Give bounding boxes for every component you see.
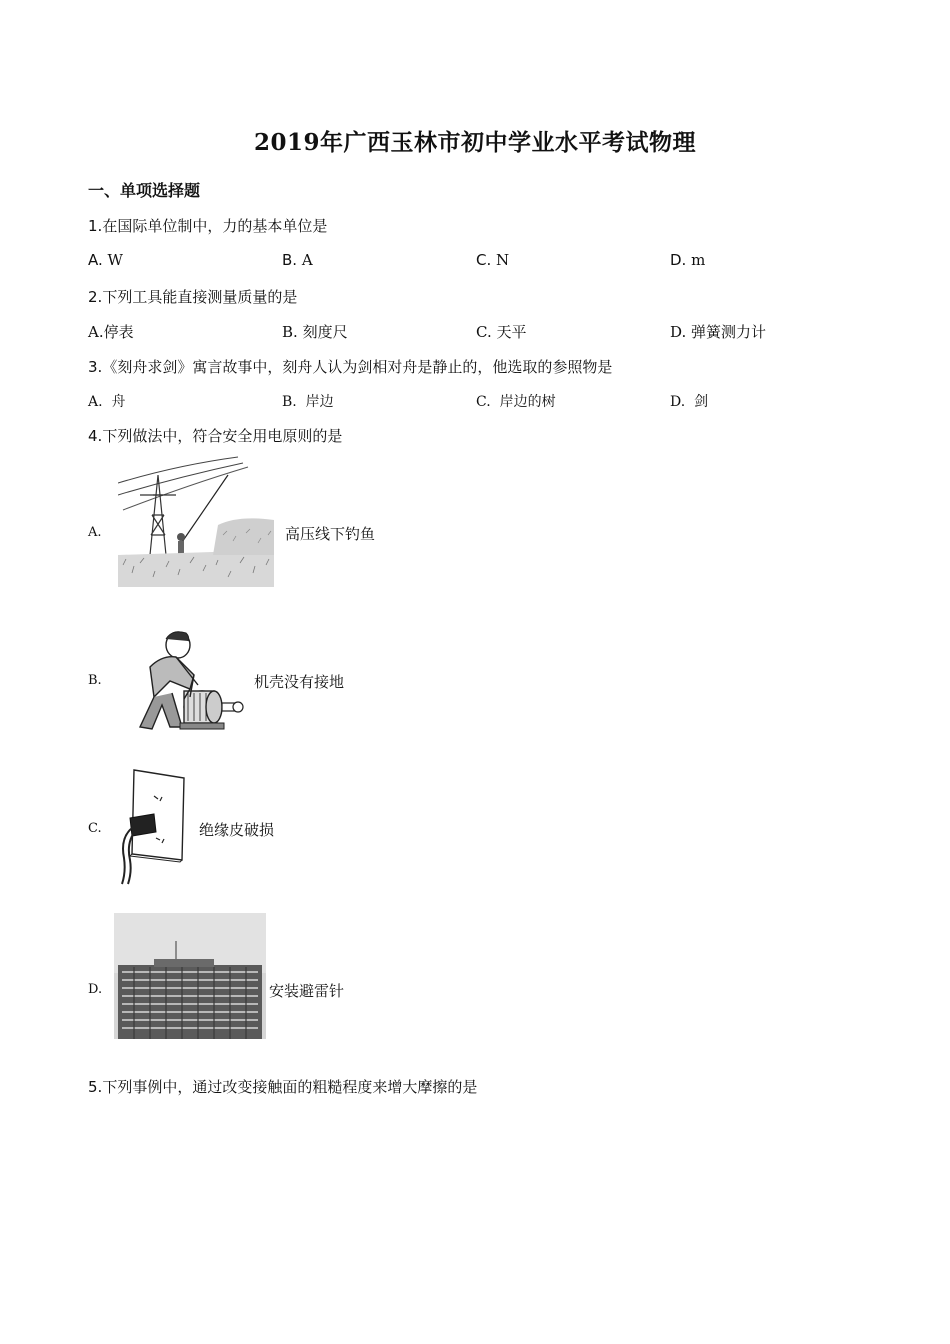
question-1 [88,215,327,236]
option-c: C. 天平 [476,323,527,341]
question-3-options [88,391,888,413]
question-3 [88,356,612,377]
option-c: C. 岸边的树 [476,394,556,410]
power-line-fishing-illustration [118,455,274,587]
question-text: 《刻舟求剑》寓言故事中，刻舟人认为剑相对舟是静止的，他选取的参照物是 [102,358,613,376]
image-option-a-letter: A. [88,525,102,540]
image-option-c-caption: 绝缘皮破损 [199,821,275,839]
option-a: A. W [88,251,123,269]
image-option-b-caption: 机壳没有接地 [254,673,345,691]
image-option-d-caption: 安装避雷针 [269,982,345,1000]
question-number: 4. [88,427,103,445]
question-4 [88,425,342,446]
question-text: 在国际单位制中，力的基本单位是 [102,217,328,235]
option-d: D. m [670,251,706,269]
question-text: 下列事例中，通过改变接触面的粗糙程度来增大摩擦的是 [102,1078,478,1096]
question-number: 1. [88,217,103,235]
image-option-d-letter: D. [88,982,103,997]
question-2-options [88,321,888,343]
building-photo [114,913,266,1039]
wall-socket-illustration [118,768,190,886]
question-text: 下列工具能直接测量质量的是 [102,288,298,306]
question-5 [88,1076,477,1097]
question-number: 3. [88,358,103,376]
image-option-c-letter: C. [88,821,102,836]
page-title: 2019年广西玉林市初中学业水平考试物理 [253,129,696,156]
question-2 [88,286,297,307]
image-option-b-letter: B. [88,673,102,688]
option-b: B. 刻度尺 [282,323,348,341]
question-text: 下列做法中，符合安全用电原则的是 [102,427,343,445]
question-1-options [88,251,888,273]
image-option-a-caption: 高压线下钓鱼 [285,525,376,543]
option-a: A.停表 [88,323,134,341]
question-number: 5. [88,1078,103,1096]
option-c: C. N [476,251,510,269]
option-b: B. A [282,251,313,269]
option-b: B. 岸边 [282,394,334,410]
section-heading: 一、单项选择题 [88,181,201,200]
motor-worker-illustration [110,627,250,735]
option-d: D. 剑 [670,394,709,410]
option-d: D. 弹簧测力计 [670,323,767,341]
option-a: A. 舟 [88,394,126,410]
question-number: 2. [88,288,103,306]
